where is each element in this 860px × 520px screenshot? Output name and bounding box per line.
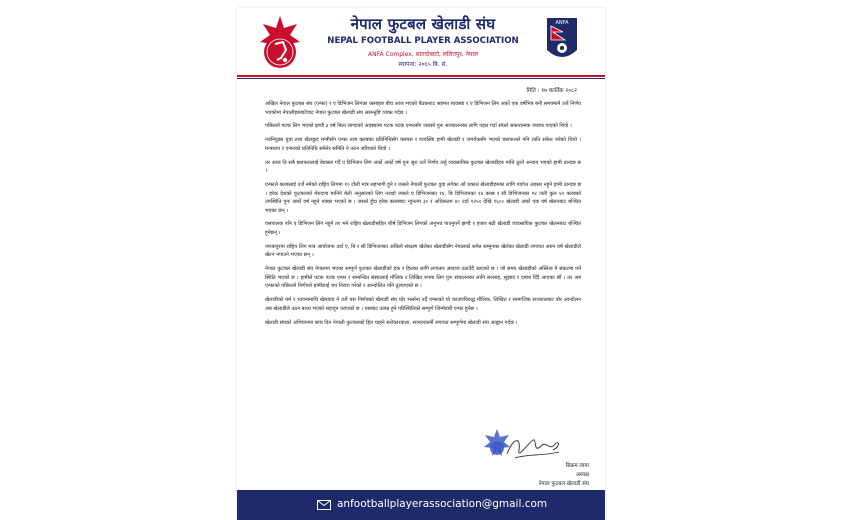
paragraph: जनकपुरमा राष्ट्रिय लिग मात्र आयोजना उर्दा ए, बि र सी डिभिजनका अधिलो संरक्षण खेलेका खेलाडीसँग नेपालको समेत सम्मुनका खेलेका खेलाडी लगायत अरुन वर्ष खेलाडीले खेल्न नपाउने भएका छन् ।	[265, 243, 581, 259]
paragraph: पछिल्लो पटक लिग भएको झण्डै ३ वर्ष बित्न लाग्दाको अवस्थामा पटक पटक एन्फासँग जलसो पुनः सञ्चालनका लागि पहल गर्दा संघले सकारात्मक जवाफ पाएको थियो ।	[265, 123, 572, 130]
title-nepali: नेपाल फुटबल खेलाडी संघ	[350, 15, 496, 33]
paragraph: यसपालक पनि ए डिभिजन लिग नहुने तर भने राष्ट्रिय खेलाडीसहित शीर्ष डिभिजन लिगको अनुभव पाउनुपर्ने झण्डै १ हजार बढी खेलाडी व्यवसायिक फुटबल खेलनबाट बञ्चित हुनेछन् ।	[265, 221, 581, 237]
signatory-name: बिक्रम लामा	[565, 463, 589, 469]
footer-bar	[237, 490, 605, 520]
association-logo	[259, 14, 301, 74]
letter-date: मिति : १७ कार्तिक २०८२	[526, 88, 577, 94]
paragraph: तर आज ति सबै छलफललाई बेवास्ता गर्दै ए डिभिजन लिग अर्को अर्को वर्ष पुनः सुरु उर्जे निर्णय उर्जु व्यवसायिक फुटबल खेलाडीहरु माथि ठूलो अन्याय भएको हामी ठान्दछ छ ।	[265, 159, 581, 175]
anfa-logo	[545, 16, 579, 66]
address: ANFA Complex, सातदोबाटो, ललितपुर, नेपाल	[368, 51, 478, 58]
anfa-logo-text: ANFA	[555, 20, 569, 26]
header-rule-red	[237, 75, 605, 77]
paragraph: खेलाडीको मर्म र भावनामाथि खेलवाड ने उर्जे यस निर्णयको खेलाडी संघ घोर भर्त्सना उर्दै एन्फाको यो काउणविरुद्ध मौलिक, लिखित र सामाजिक सञ्जालबाट त्रोर आन्दोलन अब खेलाडीले उठन बाध्य भएको सहजून उराएको छ । यसबाट उत्पन्न हुने परिस्थितिको सम्पूर्ण जिम्मेवारी एन्फा हुनेछ ।	[265, 297, 581, 312]
paragraph: नेपाल फुटबल खेलाडी संघ नेपालमा भएका सम्पूर्ण फुटबल खेलाडीको हक र हितका लागि लगातार आवाज उठाउँदै आएको छ । जो समय खेलाडीको अस्तित्व नै संकटमा पर्ने स्थिति भएको छ । हामीले पटक पटक एन्फा र सम्बन्धित संस्थालाई मौलिक र लिखित रुपमा लिग पुनः संचालनका लागि सल्लाह, सुझाव र दबाब दिँदै आएका छौं । तर अब एन्फाको पछिल्लो निर्णयले हामीलाई थप निराश गरेको र आन्दोलित पनि तुल्याएको छ ।	[265, 266, 581, 290]
signature-scribble	[503, 432, 563, 462]
footer-email[interactable]: anfootballplayerassociation@gmail.com	[337, 498, 548, 510]
signatory-organization: नेपाल फुटबल खेलाडी संघ	[538, 481, 589, 487]
paragraph: खेलाडी संघको अभियानमा साथ दिन नेपाली फुटबलको हित चाहने सरोकारवाला, सञ्चारकर्मी लगायत सम्पूर्णमा खेलाडी संघ आह्वान गर्दछ ।	[265, 319, 518, 326]
signature-block	[483, 426, 593, 486]
mail-icon	[317, 500, 331, 510]
signatory-title: अध्यक्ष	[575, 472, 589, 478]
paragraph: अखिल नेपाल फुटबल संघ (एन्फा) र ए डिभिजन लिगका क्लबहरु बीच आज भएको बैठकबाट सहमत ब्यवस्था र ए डिभिजन लिग अर्को एक वर्षभित्र बनी समयमानै उर्जे निर्णय भएकोमा नेपालीहरुबाटैवाट नेपाल फुटबल खेलाडी संघ असन्तुष्टि व्यक्त गर्दछ ।	[265, 101, 581, 116]
letter-body	[265, 100, 581, 332]
paragraph: नवनियुक्त युवा तथा खेलकुद मन्त्रीसँग एन्फा तथा क्लबका प्रतिनिधिसँग क्लबस र व्यवस्थाि हामी खेलाडी र जमर्यकसँग भएको छलफलले पनि त्यति संकेत जरेको थियो । मन्त्रालय र एन्फाको प्रतिनिधि समेतेर समिति ने उठन जरियको थियो ।	[265, 137, 581, 152]
header-rule-blue	[237, 78, 605, 79]
letterhead	[237, 8, 605, 80]
established-date: स्थापना: २०६५ बि. सं.	[398, 61, 448, 68]
paragraph: एन्फाले क्लबलाई उर्जे नमेको राष्ट्रिय लिगमा १० टोली मात्र सहभागी हुने र जसले नेपाली फुटबल युवा लगेका आँ धकाल खेलाडीहरुका लागि पर्याप्त अवसर नहुने हामी ठान्दछ छ । हरेक देशको फुटबलको मेरुदण्ड मानिने बेली अनुसारको लिग नजर्दा जसले ए डिभिजनका १४, बि डिभिजनका १४ क्लब र सी डिभिजनका १४ जती कुल ४२ क्लबको उपस्थिति पुनः अर्को वर्ष नहुने पक्का भएको छ । जसले हुँदा हरेक क्लबबाट न्युनतम ३० र अधिकतम ४० उर्दा १२५० देखि १६०० खेलाडी अर्को एक वर्ष खेलनबाट बञ्चित भएका छन् ।	[265, 181, 582, 214]
letter-page	[237, 8, 605, 520]
title-english: NEPAL FOOTBALL PLAYER ASSOCIATION	[327, 36, 519, 46]
